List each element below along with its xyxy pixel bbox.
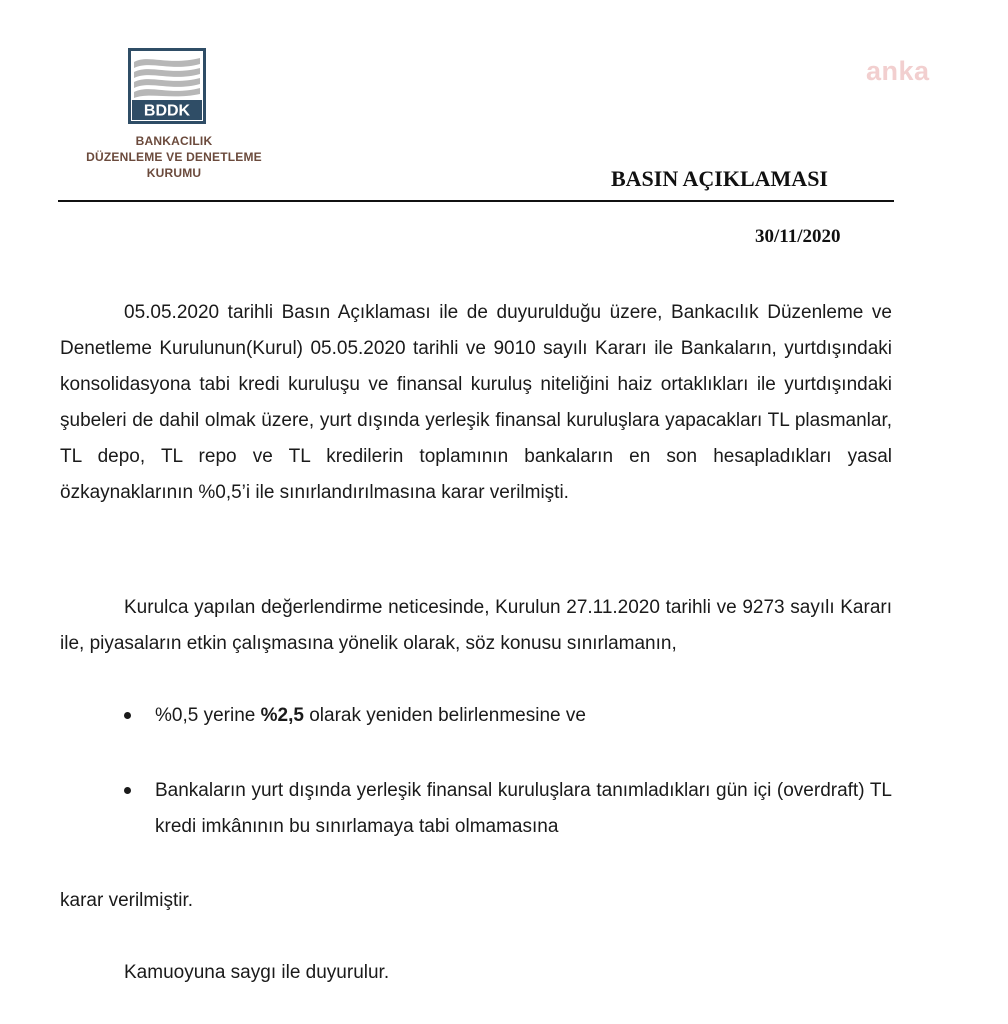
logo-abbrev: BDDK bbox=[143, 102, 191, 120]
bddk-emblem-icon bbox=[128, 48, 206, 124]
document-date: 30/11/2020 bbox=[755, 226, 841, 247]
logo-line-1: BANKACILIK bbox=[135, 134, 213, 148]
bullet-item-1 bbox=[60, 698, 892, 734]
closing-text: Kamuoyuna saygı ile duyurulur. bbox=[124, 962, 390, 983]
bddk-logo bbox=[76, 48, 272, 181]
paragraph-1: 05.05.2020 tarihli Basın Açıklaması ile de duyurulduğu üzere, Bankacılık Düzenleme ve Denetleme Kurulunun(Kurul) 05.05.2020 tarihli ve 9010 sayılı Kararı ile Bankaların, yurtdışındaki konsolidasyona tabi kredi kuruluşu ve finansal kuruluş niteliğini haiz ortaklıkları ile yurtdışındaki şubeleri de dahil olmak üzere, yurt dışında yerleşik finansal kuruluşlara yapacakları TL plasmanlar, TL depo, TL repo ve TL kredilerin toplamının bankaların en son hesapladıkları yasal özkaynaklarının %0,5’i ile sınırlandırılmasına karar verilmişti. bbox=[60, 302, 892, 503]
header-divider bbox=[58, 200, 894, 202]
bullet-item-2 bbox=[60, 773, 892, 845]
bullet-1-before: %0,5 yerine bbox=[155, 705, 261, 726]
bullet-list-2 bbox=[60, 773, 892, 845]
logo-line-2: DÜZENLEME VE DENETLEME bbox=[86, 150, 262, 164]
logo-wordmark bbox=[76, 133, 272, 181]
document-title: BASIN AÇIKLAMASI bbox=[611, 166, 828, 191]
conclusion-text: karar verilmiştir. bbox=[60, 890, 194, 911]
paragraph-2: Kurulca yapılan değerlendirme neticesinde, Kurulun 27.11.2020 tarihli ve 9273 sayılı Kararı ile, piyasaların etkin çalışmasına yönelik olarak, söz konusu sınırlamanın, bbox=[60, 597, 892, 654]
bullet-list-1 bbox=[60, 698, 892, 734]
bullet-1-after: olarak yeniden belirlenmesine ve bbox=[303, 705, 586, 726]
bullet-dot bbox=[124, 712, 131, 719]
bullet-2-text: Bankaların yurt dışında yerleşik finansal kuruluşlara tanımladıkları gün içi (overdraft) TL kredi imkânının bu sınırlamaya tabi olmamasına bbox=[155, 780, 892, 837]
bullet-dot bbox=[124, 787, 131, 794]
logo-line-3: KURUMU bbox=[146, 166, 202, 180]
anka-watermark: anka bbox=[866, 56, 930, 86]
bullet-1-bold: %2,5 bbox=[260, 705, 304, 726]
